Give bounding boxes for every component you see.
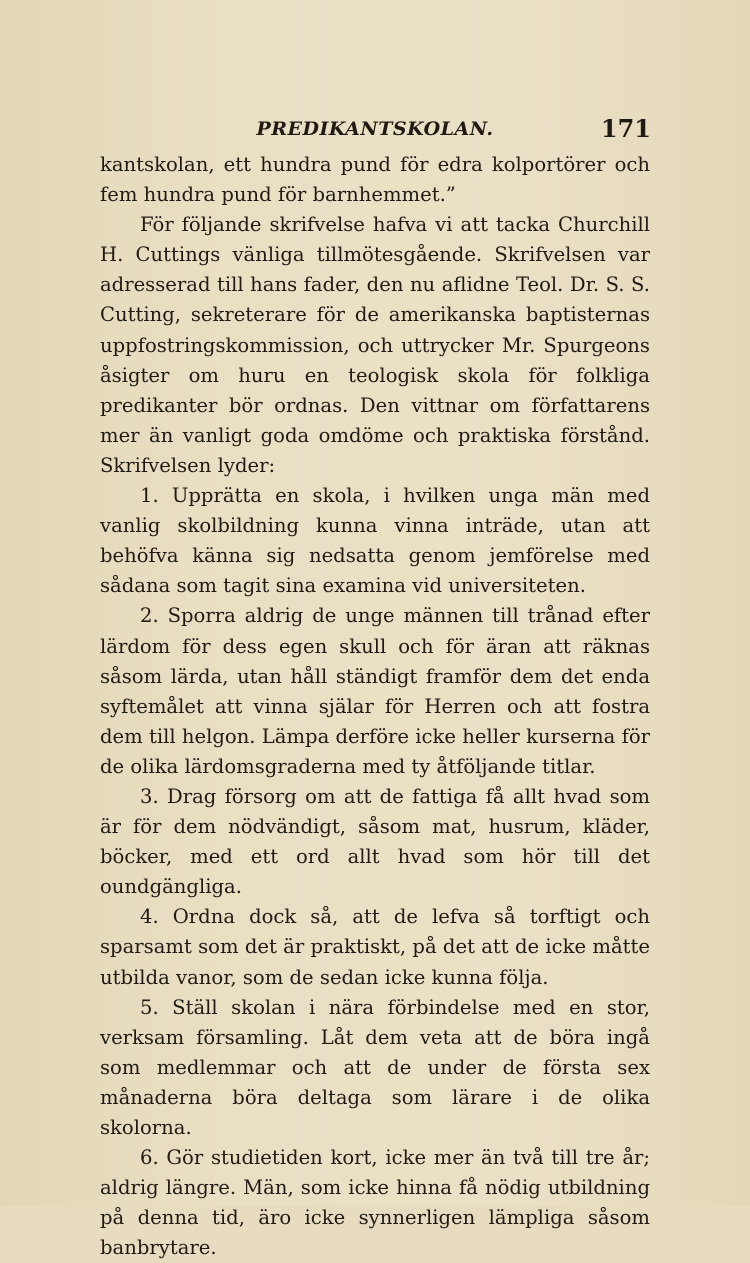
paragraph-item-3: 3. Drag försorg om att de fattiga få allt hvad som är för dem nödvändigt, såsom mat, husrum, kläder, böcker, med ett ord allt hvad som hör till det oundgängliga. <box>100 784 650 899</box>
body-text <box>100 150 650 1263</box>
page-number: 171 <box>600 114 651 143</box>
running-head: PREDIKANTSKOLAN. <box>256 118 494 140</box>
page-header <box>95 114 655 144</box>
paragraph-item-2: 2. Sporra aldrig de unge männen till trånad efter lärdom för dess egen skull och för äran att räknas såsom lärda, utan håll ständigt framför dem det enda syftemålet att vinna själar för Herren och att fostra dem till helgon. Lämpa derföre icke heller kurserna för de olika lärdomsgraderna med ty åtföljande titlar. <box>100 604 650 778</box>
paragraph-item-6: 6. Gör studietiden kort, icke mer än två till tre år; aldrig längre. Män, som icke hinna få nödig utbildning på denna tid, äro icke synnerligen lämpliga såsom banbrytare. <box>100 1146 650 1260</box>
paragraph-intro: För följande skrifvelse hafva vi att tacka Churchill H. Cuttings vänliga tillmötesgående. Skrifvelsen var adresserad till hans fader, den nu aflidne Teol. Dr. S. S. Cutting, sekreterare för de amerikanska baptisternas uppfostringskommission, och uttrycker Mr. Spurgeons åsigter om huru en teologisk skola för folkliga predikanter bör ordnas. Den vittnar om författarens mer än vanligt goda omdöme och praktiska förstånd. Skrifvelsen lyder: <box>100 213 650 477</box>
paragraph-item-1: 1. Upprätta en skola, i hvilken unga män med vanlig skolbildning kunna vinna inträde, utan att behöfva känna sig nedsatta genom jemförelse med sådana som tagit sina examina vid universiteten. <box>100 484 650 598</box>
paragraph-item-5: 5. Ställ skolan i nära förbindelse med en stor, verksam församling. Låt dem veta att de böra ingå som medlemmar och att de under de första sex månaderna böra deltaga som lärare i de olika skolorna. <box>100 995 650 1139</box>
paragraph-item-4: 4. Ordna dock så, att de lefva så torftigt och sparsamt som det är praktiskt, på det att de icke måtte utbilda vanor, som de sedan icke kunna följa. <box>100 905 650 989</box>
paragraph-continuation: kantskolan, ett hundra pund för edra kolportörer och fem hundra pund för barnhemmet.” <box>100 153 650 207</box>
